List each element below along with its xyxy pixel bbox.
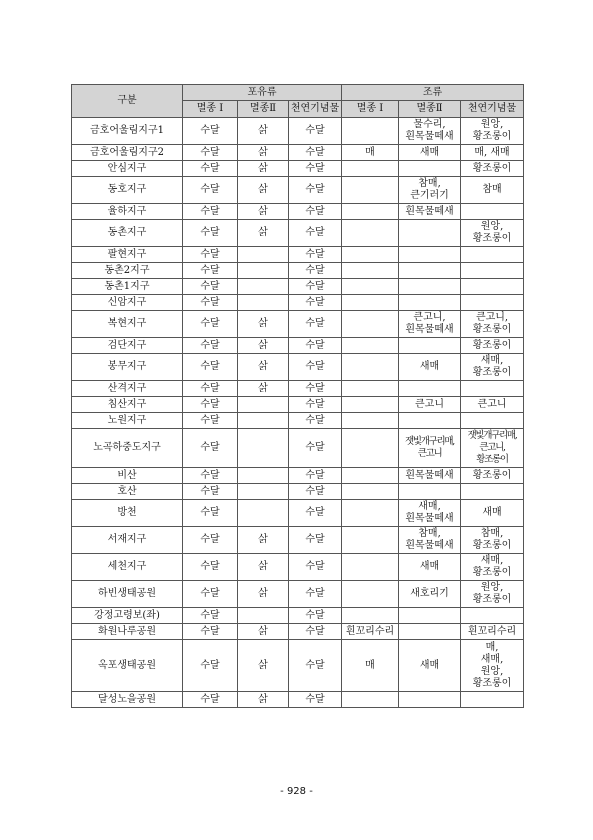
cell-mammal-endangered-1: 수달 [183, 338, 238, 354]
cell-mammal-natural-monument: 수달 [289, 581, 342, 608]
cell-bird-endangered-1 [342, 118, 399, 145]
table-row [72, 263, 524, 279]
cell-mammal-endangered-1: 수달 [183, 581, 238, 608]
cell-bird-endangered-1 [342, 177, 399, 204]
cell-bird-natural-monument: 큰고니, 황조롱이 [461, 311, 524, 338]
row-label: 팔현지구 [72, 247, 183, 263]
cell-mammal-natural-monument: 수달 [289, 413, 342, 429]
table-row [72, 204, 524, 220]
cell-bird-natural-monument [461, 247, 524, 263]
cell-bird-natural-monument [461, 484, 524, 500]
cell-bird-natural-monument: 새매, 황조롱이 [461, 354, 524, 381]
table-row [72, 484, 524, 500]
cell-bird-endangered-1: 매 [342, 640, 399, 692]
cell-bird-endangered-2: 잿빛개구리매, 큰고니 [399, 429, 461, 468]
cell-mammal-endangered-2: 삵 [238, 354, 289, 381]
table-row [72, 468, 524, 484]
cell-mammal-natural-monument: 수달 [289, 527, 342, 554]
cell-bird-natural-monument [461, 204, 524, 220]
cell-mammal-endangered-2 [238, 500, 289, 527]
page-number: - 928 - [280, 786, 313, 797]
cell-mammal-endangered-2: 삵 [238, 692, 289, 708]
header-mammal-natural-monument: 천연기념물 [289, 101, 342, 118]
cell-bird-endangered-2 [399, 608, 461, 624]
cell-mammal-endangered-2: 삵 [238, 311, 289, 338]
cell-bird-endangered-2: 참매, 큰기러기 [399, 177, 461, 204]
row-label: 동촌지구 [72, 220, 183, 247]
table-row [72, 413, 524, 429]
cell-bird-endangered-2 [399, 247, 461, 263]
cell-mammal-endangered-2: 삵 [238, 338, 289, 354]
row-label: 방천 [72, 500, 183, 527]
row-label: 안심지구 [72, 161, 183, 177]
row-label: 달성노을공원 [72, 692, 183, 708]
cell-mammal-endangered-2 [238, 247, 289, 263]
row-label: 동촌1지구 [72, 279, 183, 295]
cell-bird-endangered-1 [342, 608, 399, 624]
table-body [72, 118, 524, 708]
cell-bird-endangered-2 [399, 413, 461, 429]
cell-bird-endangered-2: 새매 [399, 640, 461, 692]
table-row [72, 338, 524, 354]
cell-mammal-natural-monument: 수달 [289, 145, 342, 161]
cell-bird-natural-monument [461, 692, 524, 708]
cell-bird-natural-monument [461, 381, 524, 397]
cell-bird-endangered-1 [342, 263, 399, 279]
cell-mammal-endangered-1: 수달 [183, 118, 238, 145]
row-label: 동촌2지구 [72, 263, 183, 279]
cell-mammal-natural-monument: 수달 [289, 381, 342, 397]
cell-mammal-endangered-2 [238, 413, 289, 429]
cell-mammal-endangered-1: 수달 [183, 311, 238, 338]
cell-mammal-endangered-1: 수달 [183, 354, 238, 381]
cell-mammal-endangered-1: 수달 [183, 397, 238, 413]
cell-bird-natural-monument: 황조롱이 [461, 468, 524, 484]
table-row [72, 177, 524, 204]
cell-bird-endangered-1: 흰꼬리수리 [342, 624, 399, 640]
cell-bird-endangered-1 [342, 279, 399, 295]
cell-bird-natural-monument [461, 263, 524, 279]
cell-mammal-endangered-2 [238, 484, 289, 500]
table-row [72, 311, 524, 338]
table-row [72, 608, 524, 624]
row-label: 강정고령보(좌) [72, 608, 183, 624]
cell-mammal-natural-monument: 수달 [289, 263, 342, 279]
cell-mammal-natural-monument: 수달 [289, 468, 342, 484]
cell-bird-endangered-2 [399, 295, 461, 311]
cell-mammal-endangered-1: 수달 [183, 295, 238, 311]
cell-mammal-endangered-1: 수달 [183, 468, 238, 484]
cell-mammal-endangered-1: 수달 [183, 500, 238, 527]
cell-bird-natural-monument [461, 413, 524, 429]
table-row [72, 554, 524, 581]
cell-bird-endangered-1 [342, 500, 399, 527]
row-label: 봉무지구 [72, 354, 183, 381]
cell-bird-endangered-2 [399, 692, 461, 708]
cell-mammal-endangered-1: 수달 [183, 220, 238, 247]
header-bird-endangered-2: 멸종Ⅱ [399, 101, 461, 118]
row-label: 복현지구 [72, 311, 183, 338]
table-row [72, 354, 524, 381]
cell-bird-endangered-1 [342, 161, 399, 177]
cell-bird-natural-monument: 황조롱이 [461, 161, 524, 177]
table-row [72, 640, 524, 692]
cell-bird-endangered-1 [342, 413, 399, 429]
cell-bird-natural-monument [461, 295, 524, 311]
cell-mammal-endangered-2 [238, 468, 289, 484]
cell-mammal-natural-monument: 수달 [289, 608, 342, 624]
cell-bird-endangered-2: 새매 [399, 554, 461, 581]
cell-mammal-endangered-2: 삵 [238, 640, 289, 692]
cell-bird-endangered-1 [342, 247, 399, 263]
header-bird-endangered-1: 멸종 I [342, 101, 399, 118]
cell-mammal-endangered-1: 수달 [183, 624, 238, 640]
cell-mammal-endangered-1: 수달 [183, 177, 238, 204]
cell-mammal-endangered-1: 수달 [183, 484, 238, 500]
table-row [72, 145, 524, 161]
header-mammals: 포유류 [183, 85, 342, 101]
row-label: 율하지구 [72, 204, 183, 220]
cell-bird-natural-monument: 큰고니 [461, 397, 524, 413]
cell-mammal-natural-monument: 수달 [289, 484, 342, 500]
cell-mammal-natural-monument: 수달 [289, 354, 342, 381]
cell-bird-endangered-1 [342, 311, 399, 338]
cell-mammal-endangered-2 [238, 429, 289, 468]
cell-bird-natural-monument: 원앙, 황조롱이 [461, 118, 524, 145]
table-row [72, 397, 524, 413]
cell-mammal-endangered-2 [238, 295, 289, 311]
cell-bird-endangered-2: 큰고니 [399, 397, 461, 413]
table-row [72, 381, 524, 397]
cell-bird-natural-monument: 황조롱이 [461, 338, 524, 354]
cell-bird-natural-monument: 새매, 황조롱이 [461, 554, 524, 581]
cell-bird-endangered-1 [342, 381, 399, 397]
cell-bird-endangered-1 [342, 354, 399, 381]
cell-mammal-endangered-2: 삵 [238, 161, 289, 177]
cell-bird-endangered-2: 새매 [399, 354, 461, 381]
table-row [72, 295, 524, 311]
table-row [72, 118, 524, 145]
cell-bird-endangered-1 [342, 468, 399, 484]
cell-mammal-natural-monument: 수달 [289, 220, 342, 247]
cell-bird-endangered-2 [399, 381, 461, 397]
cell-bird-natural-monument: 참매 [461, 177, 524, 204]
row-label: 서재지구 [72, 527, 183, 554]
table-row [72, 692, 524, 708]
row-label: 침산지구 [72, 397, 183, 413]
cell-mammal-endangered-2 [238, 279, 289, 295]
cell-bird-endangered-2 [399, 161, 461, 177]
cell-mammal-endangered-1: 수달 [183, 381, 238, 397]
cell-mammal-endangered-1: 수달 [183, 279, 238, 295]
cell-bird-natural-monument: 새매 [461, 500, 524, 527]
cell-mammal-natural-monument: 수달 [289, 204, 342, 220]
cell-bird-endangered-1 [342, 397, 399, 413]
cell-mammal-natural-monument: 수달 [289, 429, 342, 468]
cell-bird-endangered-1 [342, 429, 399, 468]
row-label: 산격지구 [72, 381, 183, 397]
cell-bird-endangered-2 [399, 484, 461, 500]
cell-bird-endangered-1: 매 [342, 145, 399, 161]
cell-mammal-endangered-2 [238, 263, 289, 279]
cell-mammal-endangered-1: 수달 [183, 608, 238, 624]
cell-bird-endangered-1 [342, 204, 399, 220]
cell-mammal-natural-monument: 수달 [289, 640, 342, 692]
cell-bird-endangered-2: 흰목물떼새 [399, 468, 461, 484]
cell-mammal-endangered-1: 수달 [183, 527, 238, 554]
cell-bird-endangered-2 [399, 220, 461, 247]
cell-mammal-endangered-2: 삵 [238, 118, 289, 145]
cell-mammal-endangered-2: 삵 [238, 177, 289, 204]
cell-bird-natural-monument: 원앙, 황조롱이 [461, 220, 524, 247]
row-label: 화원나루공원 [72, 624, 183, 640]
row-label: 호산 [72, 484, 183, 500]
cell-bird-natural-monument: 잿빛개구리매, 큰고니, 황조롱이 [461, 429, 524, 468]
table-row [72, 279, 524, 295]
row-label: 금호어울림지구2 [72, 145, 183, 161]
cell-mammal-endangered-2: 삵 [238, 527, 289, 554]
row-label: 검단지구 [72, 338, 183, 354]
cell-bird-endangered-2 [399, 263, 461, 279]
row-label: 하빈생태공원 [72, 581, 183, 608]
cell-bird-natural-monument: 매, 새매 [461, 145, 524, 161]
cell-mammal-natural-monument: 수달 [289, 279, 342, 295]
cell-mammal-endangered-1: 수달 [183, 247, 238, 263]
row-label: 노곡하중도지구 [72, 429, 183, 468]
cell-bird-endangered-1 [342, 554, 399, 581]
table-row [72, 581, 524, 608]
cell-bird-endangered-2: 큰고니, 흰목물떼새 [399, 311, 461, 338]
row-label: 옥포생태공원 [72, 640, 183, 692]
cell-bird-endangered-2: 물수리, 흰목물떼새 [399, 118, 461, 145]
cell-mammal-endangered-2: 삵 [238, 581, 289, 608]
cell-mammal-natural-monument: 수달 [289, 338, 342, 354]
cell-mammal-endangered-1: 수달 [183, 263, 238, 279]
cell-bird-endangered-2: 새매 [399, 145, 461, 161]
cell-mammal-endangered-2 [238, 608, 289, 624]
cell-mammal-endangered-1: 수달 [183, 413, 238, 429]
table-row [72, 500, 524, 527]
cell-mammal-endangered-1: 수달 [183, 145, 238, 161]
table-row [72, 429, 524, 468]
row-label: 비산 [72, 468, 183, 484]
table-row [72, 220, 524, 247]
cell-mammal-endangered-1: 수달 [183, 692, 238, 708]
cell-mammal-natural-monument: 수달 [289, 247, 342, 263]
header-bird-natural-monument: 천연기념물 [461, 101, 524, 118]
cell-bird-natural-monument [461, 608, 524, 624]
cell-mammal-natural-monument: 수달 [289, 397, 342, 413]
row-label: 노원지구 [72, 413, 183, 429]
header-row-groups [72, 85, 524, 101]
cell-bird-endangered-1 [342, 527, 399, 554]
cell-mammal-natural-monument: 수달 [289, 295, 342, 311]
header-mammal-endangered-2: 멸종Ⅱ [238, 101, 289, 118]
cell-mammal-natural-monument: 수달 [289, 161, 342, 177]
header-birds: 조류 [342, 85, 524, 101]
cell-mammal-natural-monument: 수달 [289, 311, 342, 338]
cell-bird-endangered-2: 흰목물떼새 [399, 204, 461, 220]
row-label: 신암지구 [72, 295, 183, 311]
cell-bird-endangered-2 [399, 338, 461, 354]
cell-mammal-endangered-1: 수달 [183, 161, 238, 177]
cell-mammal-endangered-2: 삵 [238, 145, 289, 161]
cell-bird-endangered-2 [399, 279, 461, 295]
row-label: 세천지구 [72, 554, 183, 581]
table-row [72, 247, 524, 263]
cell-mammal-endangered-1: 수달 [183, 204, 238, 220]
cell-bird-natural-monument: 매, 새매, 원앙, 황조롱이 [461, 640, 524, 692]
cell-mammal-endangered-2: 삵 [238, 554, 289, 581]
cell-mammal-natural-monument: 수달 [289, 500, 342, 527]
cell-mammal-endangered-2: 삵 [238, 381, 289, 397]
table-row [72, 161, 524, 177]
header-category: 구분 [72, 85, 183, 118]
cell-mammal-natural-monument: 수달 [289, 692, 342, 708]
table-row [72, 624, 524, 640]
cell-mammal-natural-monument: 수달 [289, 554, 342, 581]
cell-bird-endangered-2: 새매, 흰목물떼새 [399, 500, 461, 527]
cell-mammal-endangered-1: 수달 [183, 640, 238, 692]
cell-bird-endangered-2 [399, 624, 461, 640]
row-label: 동호지구 [72, 177, 183, 204]
cell-mammal-endangered-1: 수달 [183, 429, 238, 468]
cell-bird-endangered-1 [342, 295, 399, 311]
cell-mammal-endangered-1: 수달 [183, 554, 238, 581]
table-row [72, 527, 524, 554]
cell-mammal-natural-monument: 수달 [289, 118, 342, 145]
cell-bird-endangered-1 [342, 581, 399, 608]
cell-bird-endangered-2: 새호리기 [399, 581, 461, 608]
cell-bird-endangered-1 [342, 220, 399, 247]
row-label: 금호어울림지구1 [72, 118, 183, 145]
cell-bird-natural-monument: 흰꼬리수리 [461, 624, 524, 640]
cell-bird-endangered-1 [342, 338, 399, 354]
header-mammal-endangered-1: 멸종 I [183, 101, 238, 118]
cell-bird-natural-monument: 참매, 황조롱이 [461, 527, 524, 554]
cell-mammal-endangered-2: 삵 [238, 624, 289, 640]
cell-mammal-natural-monument: 수달 [289, 177, 342, 204]
protected-species-table [71, 84, 524, 708]
cell-bird-endangered-1 [342, 692, 399, 708]
cell-mammal-endangered-2: 삵 [238, 204, 289, 220]
cell-bird-endangered-2: 참매, 흰목물떼새 [399, 527, 461, 554]
cell-bird-natural-monument: 원앙, 황조롱이 [461, 581, 524, 608]
cell-bird-natural-monument [461, 279, 524, 295]
cell-mammal-endangered-2: 삵 [238, 220, 289, 247]
cell-bird-endangered-1 [342, 484, 399, 500]
cell-mammal-natural-monument: 수달 [289, 624, 342, 640]
cell-mammal-endangered-2 [238, 397, 289, 413]
